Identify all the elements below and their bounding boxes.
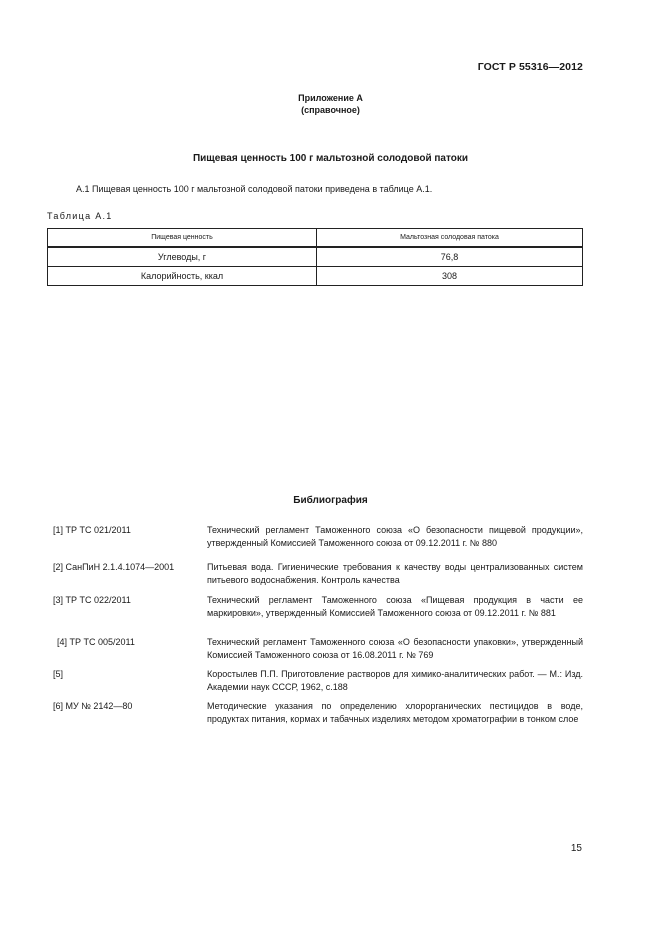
bibliography-ref: [2] СанПиН 2.1.4.1074—2001 — [53, 562, 175, 572]
document-number: ГОСТ Р 55316—2012 — [477, 61, 583, 73]
bibliography-text: Коростылев П.П. Приготовление растворов для химико-аналитических работ. — М.: Изд. Академии наук СССР, 1962, с.188 — [207, 669, 583, 692]
bibliography-list — [53, 524, 583, 725]
bibliography-entry — [53, 668, 583, 700]
bibliography-text: Технический регламент Таможенного союза «О безопасности упаковки», утвержденный Комиссией Таможенного союза от 16.08.2011 г. № 769 — [207, 637, 583, 660]
table-cell: Углеводы, г — [48, 247, 317, 267]
bibliography-ref: [1] ТР ТС 021/2011 — [53, 525, 131, 535]
page-number: 15 — [570, 843, 582, 854]
intro-paragraph: А.1 Пищевая ценность 100 г мальтозной солодовой патоки приведена в таблице А.1. — [76, 184, 433, 194]
table-row — [48, 267, 583, 286]
bibliography-entry — [53, 636, 583, 668]
bibliography-entry — [53, 594, 583, 636]
bibliography-entry — [53, 561, 583, 594]
table-cell: 76,8 — [317, 247, 583, 267]
appendix-heading — [0, 92, 661, 116]
appendix-subtitle: (справочное) — [301, 105, 360, 115]
appendix-title: Приложение А — [298, 93, 363, 103]
table-header-cell: Пищевая ценность — [48, 229, 317, 248]
bibliography-text: Питьевая вода. Гигиенические требования к качеству воды централизованных систем питьевого водоснабжения. Контроль качества — [207, 562, 583, 585]
section-title: Пищевая ценность 100 г мальтозной солодовой патоки — [192, 153, 469, 164]
bibliography-entry — [53, 524, 583, 561]
nutrition-table — [47, 228, 583, 286]
table-cell: 308 — [317, 267, 583, 286]
table-header-cell: Мальтозная солодовая патока — [317, 229, 583, 248]
table-cell: Калорийность, ккал — [48, 267, 317, 286]
bibliography-text: Технический регламент Таможенного союза «О безопасности пищевой продукции», утвержденный Комиссией Таможенного союза от 09.12.2011 г. № 880 — [207, 525, 583, 548]
table-caption: Таблица А.1 — [47, 211, 113, 221]
bibliography-entry — [53, 700, 583, 725]
table-row — [48, 247, 583, 267]
bibliography-ref: [5] — [53, 669, 64, 679]
table-header-row — [48, 229, 583, 248]
bibliography-ref: [4] ТР ТС 005/2011 — [57, 637, 135, 647]
bibliography-text: Технический регламент Таможенного союза «Пищевая продукция в части ее маркировки», утвержденный Комиссией Таможенного союза от 09.12.2011 г. № 881 — [207, 595, 583, 618]
bibliography-text: Методические указания по определению хлорорганических пестицидов в воде, продуктах питания, кормах и табачных изделиях методом хроматографии в тонком слое — [207, 701, 583, 724]
bibliography-ref: [3] ТР ТС 022/2011 — [53, 595, 131, 605]
bibliography-title: Библиография — [293, 495, 368, 506]
bibliography-ref: [6] МУ № 2142—80 — [53, 701, 133, 711]
